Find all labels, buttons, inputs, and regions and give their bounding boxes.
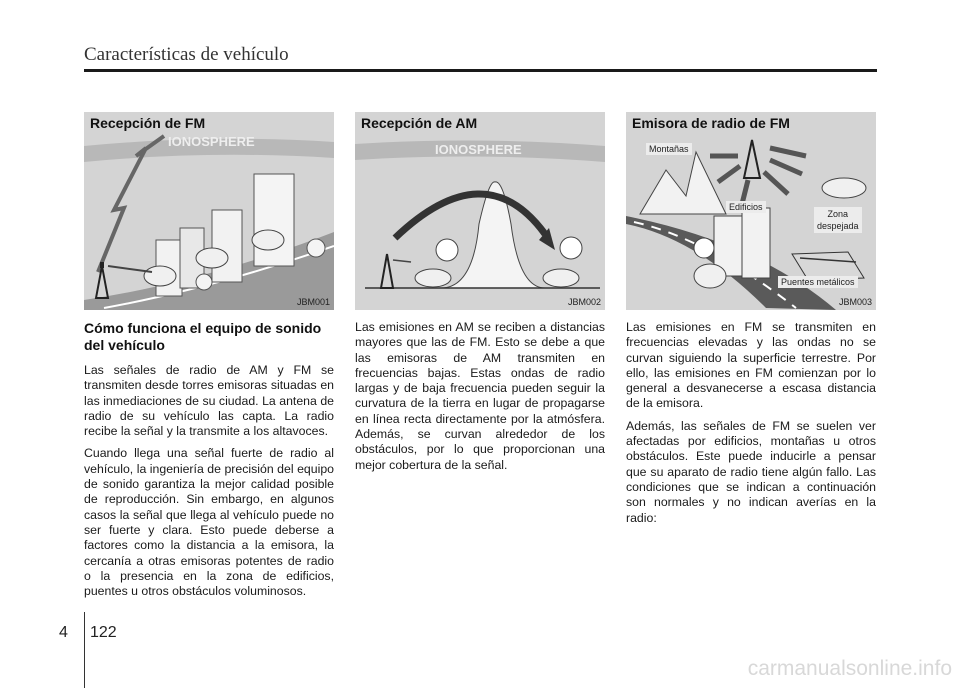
paragraph: Las emisiones en FM se transmiten en frecuencias elevadas y las ondas no se curvan siguiendo la superficie terrestre. Por ello, las emisiones en FM comienzan por lo general a desvanecerse a escasa distancia de la emisora. — [626, 320, 876, 411]
figure-title: Emisora de radio de FM — [632, 115, 790, 131]
figure-fm-reception — [84, 112, 334, 310]
column-2 — [355, 112, 605, 480]
figure-title: Recepción de AM — [361, 115, 478, 131]
fm-reception-illustration — [84, 112, 334, 310]
ionosphere-label: IONOSPHERE — [435, 142, 522, 157]
label-clear-zone-line1: Zona — [827, 209, 849, 219]
paragraph: Además, las señales de FM se suelen ver afectadas por edificios, montañas u otros obstáculos. Este puede inducirle a pensar que su aparato de radio tiene algún fallo. Las condiciones que se indican a continuación son normales y no indican averías en la radio: — [626, 418, 876, 525]
label-bridges: Puentes metálicos — [778, 276, 858, 288]
watermark: carmanualsonline.info — [747, 657, 952, 680]
section-heading: Cómo funciona el equipo de sonido del vehículo — [84, 320, 322, 353]
label-clear-zone — [814, 207, 862, 233]
figure-code: JBM002 — [567, 297, 601, 307]
paragraph: Cuando llega una señal fuerte de radio al vehículo, la ingeniería de precisión del equipo de sonido garantiza la mejor calidad posible de reproducción. Sin embargo, en algunos casos la señal que llega al vehículo puede no ser fuerte y clara. Esto puede deberse a factores como la distancia a la emisora, la cercanía a otras emisoras potentes de radio o la presencia en la zona de edificios, puentes u otros obstáculos voluminosos. — [84, 446, 334, 599]
paragraph: Las señales de radio de AM y FM se transmiten desde torres emisoras situadas en las inmediaciones de su ciudad. La antena de radio de su vehículo las capta. La radio recibe la señal y la transmite a los altavoces. — [84, 363, 334, 439]
column-1 — [84, 112, 334, 606]
figure-fm-station — [626, 112, 876, 310]
column-3 — [626, 112, 876, 533]
paragraph: Las emisiones en AM se reciben a distancias mayores que las de FM. Esto se debe a que las emisoras de AM transmiten en frecuencias bajas. Estas ondas de radio largas y de baja frecuencia pueden seguir la curvatura de la tierra en lugar de propagarse en línea recta directamente por la atmósfera. Además, se curvan alrededor de los obstáculos, por lo que proporcionan una mejor cobertura de la señal. — [355, 320, 605, 472]
am-reception-illustration — [355, 112, 605, 310]
label-mountains: Montañas — [646, 143, 692, 155]
ionosphere-label: IONOSPHERE — [168, 134, 255, 149]
text-block — [626, 320, 876, 526]
figure-code: JBM001 — [296, 297, 330, 307]
figure-title: Recepción de FM — [90, 115, 206, 131]
page-number: 122 — [90, 624, 117, 641]
chapter-number: 4 — [59, 624, 68, 641]
text-block — [355, 320, 605, 473]
figure-am-reception — [355, 112, 605, 310]
label-clear-zone-line2: despejada — [817, 221, 859, 231]
label-buildings: Edificios — [726, 201, 766, 213]
page-header-title: Características de vehículo — [84, 44, 289, 65]
header-rule — [84, 69, 877, 72]
footer-rule — [84, 612, 85, 688]
figure-code: JBM003 — [838, 297, 872, 307]
